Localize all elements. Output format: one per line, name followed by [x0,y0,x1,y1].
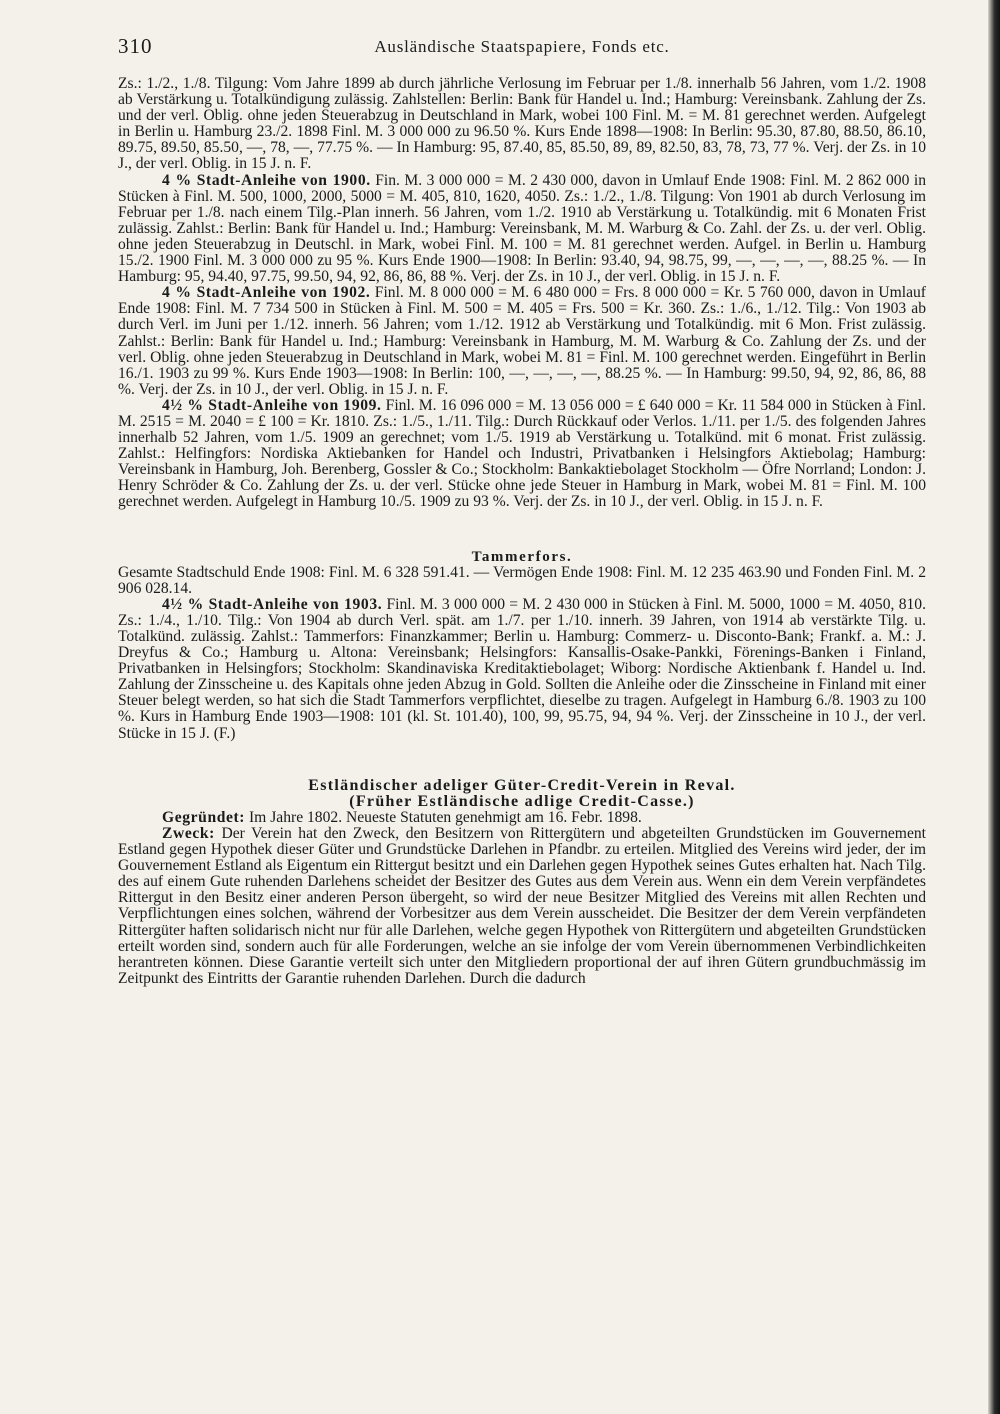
purpose-entry [118,826,926,987]
loan-title-tammerfors-1903: 4½ % Stadt-Anleihe von 1903. [162,595,383,613]
page-number: 310 [118,34,153,58]
page-body [118,76,926,987]
section-heading-tammerfors: Tammerfors. [471,548,573,565]
helsingfors-1898-loan-continued: Zs.: 1./2., 1./8. Tilgung: Vom Jahre 1899 ab durch jährliche Verlosung im Februar per 1./8. innerhalb 56 Jahren, vom 1./2. 1908 ab Verstärkung u. Totalkündigung zulässig. Zahlstellen: Berlin: Bank für Handel u. Ind.; Hamburg: Vereinsbank. Zahlung der Zs. und der verl. Oblig. ohne jeden Steuerabzug in Deutschland in Mark, wobei 100 Finl. M. = M. 81 gerechnet werden. Aufgelegt in Berlin u. Hamburg 23./2. 1898 Finl. M. 3 000 000 zu 96.50 %. Kurs Ende 1898—1908: In Berlin: 95.30, 87.80, 88.50, 86.10, 89.75, 89.50, 85.50, —, 78, —, 77.75 %. — In Hamburg: 95, 87.40, 85, 85.50, 89, 89, 82.50, 83, 78, 73, 77 %. Verj. der Zs. in 10 J., der verl. Oblig. in 15 J. n. F. [118,75,926,173]
section-subheading-estland: (Früher Estländische adlige Credit-Casse.) [349,792,695,810]
section-spacer [118,742,926,778]
section-spacer [118,511,926,549]
purpose-label: Zweck: [162,824,215,842]
founded-entry [118,810,926,826]
running-title: Ausländische Staatspapiere, Fonds etc. [374,37,670,56]
page-edge-shadow [988,0,1000,1414]
loan-text-1900: Fin. M. 3 000 000 = M. 2 430 000, davon in Umlauf Ende 1908: Finl. M. 2 862 000 in Stücken à Finl. M. 500, 1000, 2000, 5000 = M. 405, 810, 1620, 4050. Zs.: 1./2., 1./8. Tilgung: Von 1901 ab durch Verlosung im Februar per 1./8. nach einem Tilg.-Plan innerh. 56 Jahren, vom 1./2. 1910 ab Verstärkung u. Totalkündig. mit 6 Monaten Frist zulässig. Zahlst.: Berlin: Bank für Handel u. Ind.; Hamburg: Vereinsbank, M. M. Warburg & Co. Zahl. der Zs. u. der verl. Oblig. ohne jeden Steuerabzug in Deutschl. in Mark, wobei Finl. M. 100 = M. 81 gerechnet werden. Aufgel. in Berlin u. Hamburg 15./2. 1900 Finl. M. 3 000 000 zu 95 %. Kurs Ende 1900—1908: In Berlin: 93.40, 94, 98.75, 99, —, —, —, —, 88.25 %. — In Hamburg: 95, 94.40, 97.75, 99.50, 94, 92, 86, 86, 88 %. Verj. der Zs. in 10 J., der verl. Oblig. in 15 J. n. F. [118,171,926,286]
loan-text-1909: Finl. M. 16 096 000 = M. 13 056 000 = £ 640 000 = Kr. 11 584 000 in Stücken à Finl. M. 2515 = M. 2040 = £ 100 = Kr. 1810. Zs.: 1./5., 1./11. Tilg.: Durch Rückkauf oder Verlos. 1./11. per 1./5. des folgenden Jahres innerhalb 52 Jahren, vom 1./5. 1909 an gerechnet; vom 1./5. 1919 ab Verstärkung u. Totalkünd. mit 6 monat. Frist zulässig. Zahlst.: Helfingfors: Nordiska Aktiebanken for Handel och Industri, Privatbanken i Helsingfors Aktiebolag; Hamburg: Vereinsbank in Hamburg, Joh. Berenberg, Gossler & Co.; Stockholm: Bankaktiebolaget Stockholm — Öfre Norrland; London: J. Henry Schröder & Co. Zahlung der Zs. u. der verl. Stücke ohne jede Steuer in Hamburg in Mark, wobei M. 81 = Finl. M. 100 gerechnet werden. Aufgelegt in Hamburg 10./5. 1909 zu 93 %. Verj. der Zs. in 10 J., der verl. Oblig. in 15 J. n. F. [118,396,927,511]
running-header [118,34,926,64]
loan-entry-1900 [118,173,926,286]
founded-label: Gegründet: [162,808,246,826]
loan-entry-1902 [118,285,926,398]
purpose-text: Der Verein hat den Zweck, den Besitzern von Rittergütern und abgeteilten Grundstücken im Gouvernement Estland gegen Hypothek dieser Güter und Grundstücke Darlehen in Pfandbr. zu erteilen. Mitglied des Vereins wird jeder, der im Gouvernement Estland als Eigentum ein Rittergut besitzt und ein Darlehen gegen Hypothek seines Gutes erhalten hat. Nach Tilg. des auf einem Gute ruhenden Darlehens scheidet der Besitzer des Gutes aus dem Verein aus. Wenn ein dem Verein verpfändetes Rittergut in den Besitz einer anderen Person übergeht, so wird der neue Besitzer Mitglied des Vereins mit allen Rechten und Verpflichtungen eines solchen, während der Vorbesitzer aus dem Verein ausscheidet. Die Besitzer der dem Verein verpfändeten Rittergüter haften solidarisch nicht nur für alle Darlehen, welche gegen Hypothek von Rittergütern und abgeteilten Grundstücken erteilt worden sind, sondern auch für alle Forderungen, welche an sie infolge der vom Verein übernommenen Verbindlichkeiten herantreten können. Diese Garantie verteilt sich unter den Mitgliedern proportional der auf ihren Gütern grundbuchmässig im Zeitpunkt des Eintritts der Garantie ruhenden Darlehen. Durch die dadurch [118,824,926,987]
founded-text: Im Jahre 1802. Neueste Statuten genehmigt am 16. Febr. 1898. [245,808,642,826]
loan-title-1909: 4½ % Stadt-Anleihe von 1909. [162,396,382,414]
section-heading-estland: Estländischer adeliger Güter-Credit-Verein in Reval. [308,776,736,794]
loan-title-1900: 4 % Stadt-Anleihe von 1900. [162,171,371,189]
loan-text-1902: Finl. M. 8 000 000 = M. 6 480 000 = Frs. 8 000 000 = Kr. 5 760 000, davon in Umlauf Ende 1908: Finl. M. 7 734 500 in Stücken à Finl. M. 500 = M. 405 = Frs. 500 = Kr. 360. Zs.: 1./6., 1./12. Tilg.: Von 1903 ab durch Verl. im Juni per 1./12. innerh. 56 Jahren; vom 1./12. 1912 ab Verstärkung und Totalkündig. mit 6 Mon. Frist zulässig. Zahlst.: Berlin: Bank für Handel u. Ind.; Hamburg: Vereinsbank in Hamburg, M. M. Warburg & Co. Zahlung der Zs. und der verl. Oblig. ohne jeden Steuerabzug in Deutschland in Mark, wobei M. 81 = Finl. M. 100 gerechnet werden. Eingeführt in Berlin 16./1. 1903 zu 99 %. Kurs Ende 1903—1908: In Berlin: 100, —, —, —, —, 88.25 %. — In Hamburg: 99.50, 94, 92, 86, 86, 88 %. Verj. der Zs. in 10 J., der verl. Oblig. in 15 J. n. F. [118,284,926,398]
loan-title-1902: 4 % Stadt-Anleihe von 1902. [162,284,371,302]
loan-entry-tammerfors-1903 [118,597,926,742]
loan-entry-1909 [118,398,926,511]
tammerfors-debt-summary: Gesamte Stadtschuld Ende 1908: Finl. M. 6 328 591.41. — Vermögen Ende 1908: Finl. M. 12 235 463.90 und Fonden Finl. M. 2 906 028.14. [118,563,926,597]
loan-text-tammerfors-1903: Finl. M. 3 000 000 = M. 2 430 000 in Stücken à Finl. M. 5000, 1000 = M. 4050, 810. Zs.: 1./4., 1./10. Tilg.: Von 1904 ab durch Verl. spät. am 1./7. per 1./10. innerh. 39 Jahren, von 1914 ab verstärkte Tilg. u. Totalkünd. zulässig. Zahlst.: Tammerfors: Finanzkammer; Berlin u. Hamburg: Commerz- u. Disconto-Bank; Frankf. a. M.: J. Dreyfus & Co.; Hamburg u. Altona: Vereinsbank; Helsingfors: Kansallis-Osake-Pankki, Förenings-Banken i Finland, Privatbanken in Helsingfors; Stockholm: Skandinaviska Kreditaktiebolaget; Wiborg: Nordische Aktienbank f. Handel u. Ind. Zahlung der Zinsscheine u. des Kapitals ohne jeden Abzug in Gold. Sollten die Anleihe oder die Zinsscheine in Finland mit einer Steuer belegt werden, so hat sich die Stadt Tammerfors verpflichtet, dieselbe zu tragen. Aufgelegt in Hamburg 6./8. 1903 zu 100 %. Kurs in Hamburg Ende 1903—1908: 101 (kl. St. 101.40), 100, 99, 95.75, 94, 94 %. Verj. der Zinsscheine in 10 J., der verl. Stücke in 15 J. (F.) [118,595,926,742]
